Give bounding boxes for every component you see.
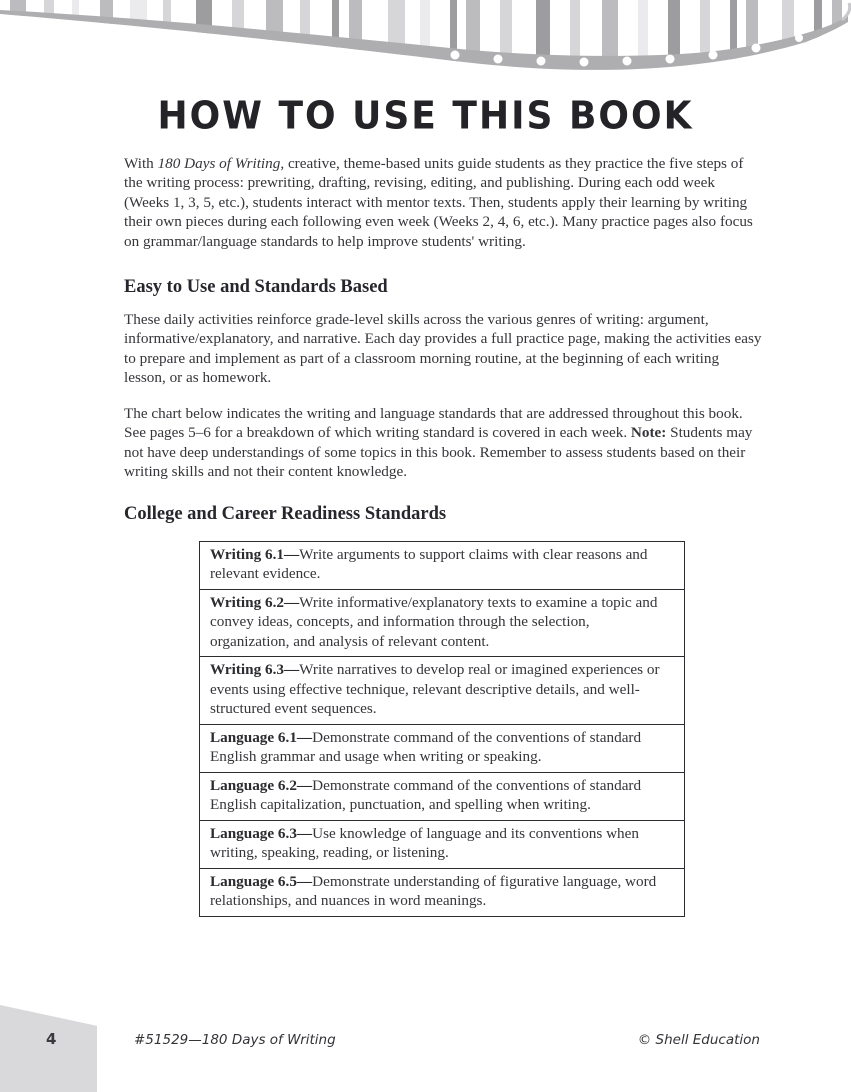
intro-paragraph [124,154,762,251]
birch-stripes-header-decoration [0,0,851,74]
chart-note-paragraph [124,404,762,482]
intro-rest: , creative, theme-based units guide students as they practice the five steps of the writing process: prewriting, drafting, revising, editing, and publishing. During each odd week (Weeks 1, 3, 5, etc.), students interact with mentor texts. Then, students apply their learning by writing their own pieces during each following even week (Weeks 2, 4, 6, etc.). Many practice pages also focus on grammar/language standards to help improve students' writing. [124,155,753,250]
dash-separator: — [296,824,313,842]
standard-label: Language 6.1— [210,728,313,746]
chart-paragraph-text: The chart below indicates the writing and language standards that are addressed throughout this book. See pages 5–6 for a breakdown of which writing standard is covered in each week. [124,405,743,442]
page-corner-tab [0,1005,97,1092]
intro-prefix: With [124,155,158,172]
section-heading-easy-to-use: Easy to Use and Standards Based [124,277,388,297]
standard-label: Language 6.2— [210,776,313,794]
dash-separator: — [283,594,300,611]
standards-table-row [199,868,685,918]
easy-to-use-paragraph: These daily activities reinforce grade-level skills across the various genres of writing: argument, informative/explanatory, and narrative. Each day provides a full practice page, making the activities easy to prepare and implement as part of a classroom morning routine, at the beginning of each writing lesson, or as homework. [124,311,762,387]
book-title-italic: 180 Days of Writing [157,155,281,172]
standard-text: Demonstrate command of the conventions of standard English capitalization, punctuation, and spelling when writing. [210,776,642,813]
page-title: HOW TO USE THIS BOOK [157,94,694,139]
footer-book-id: #51529—180 Days of Writing [134,1032,336,1048]
standard-text: Use knowledge of language and its conventions when writing, speaking, reading, or listening. [210,824,639,861]
section-heading-ccr-standards: College and Career Readiness Standards [124,504,447,524]
dash-separator: — [283,546,300,563]
standard-text: Demonstrate understanding of figurative language, word relationships, and nuances in word meanings. [210,872,657,909]
note-text: Students may not have deep understandings of some topics in this book. Remember to assess students based on their writing skills and not their content knowledge. [124,424,753,481]
dash-separator: — [296,872,313,890]
page-number: 4 [46,1030,57,1048]
standard-label: Language 6.5— [210,872,313,890]
wave-end-curl [842,3,850,20]
note-label: Note: [630,424,667,442]
standard-label: Writing 6.3— [210,661,300,679]
standard-text: Write arguments to support claims with clear reasons and relevant evidence. [210,546,648,583]
standard-text: Write informative/explanatory texts to examine a topic and convey ideas, concepts, and information through the selection, organization, and analysis of relevant content. [210,594,658,650]
standards-table-row [199,589,685,658]
standards-table-row [199,724,685,774]
standards-table-row [199,541,685,591]
standard-label: Language 6.3— [210,824,313,842]
standards-table [199,541,685,917]
standard-text: Demonstrate command of the conventions of standard English grammar and usage when writing or speaking. [210,728,642,765]
standard-label: Writing 6.1— [210,546,300,563]
standard-text: Write narratives to develop real or imagined experiences or events using effective technique, relevant descriptive details, and well-structured event sequences. [210,661,660,717]
dash-separator: — [296,728,313,746]
standards-table-row [199,656,685,725]
footer-publisher: © Shell Education [637,1032,760,1048]
dash-separator: — [296,776,313,794]
dash-separator: — [283,661,300,679]
standard-label: Writing 6.2— [210,594,300,611]
standards-table-row [199,820,685,870]
standards-table-row [199,772,685,822]
